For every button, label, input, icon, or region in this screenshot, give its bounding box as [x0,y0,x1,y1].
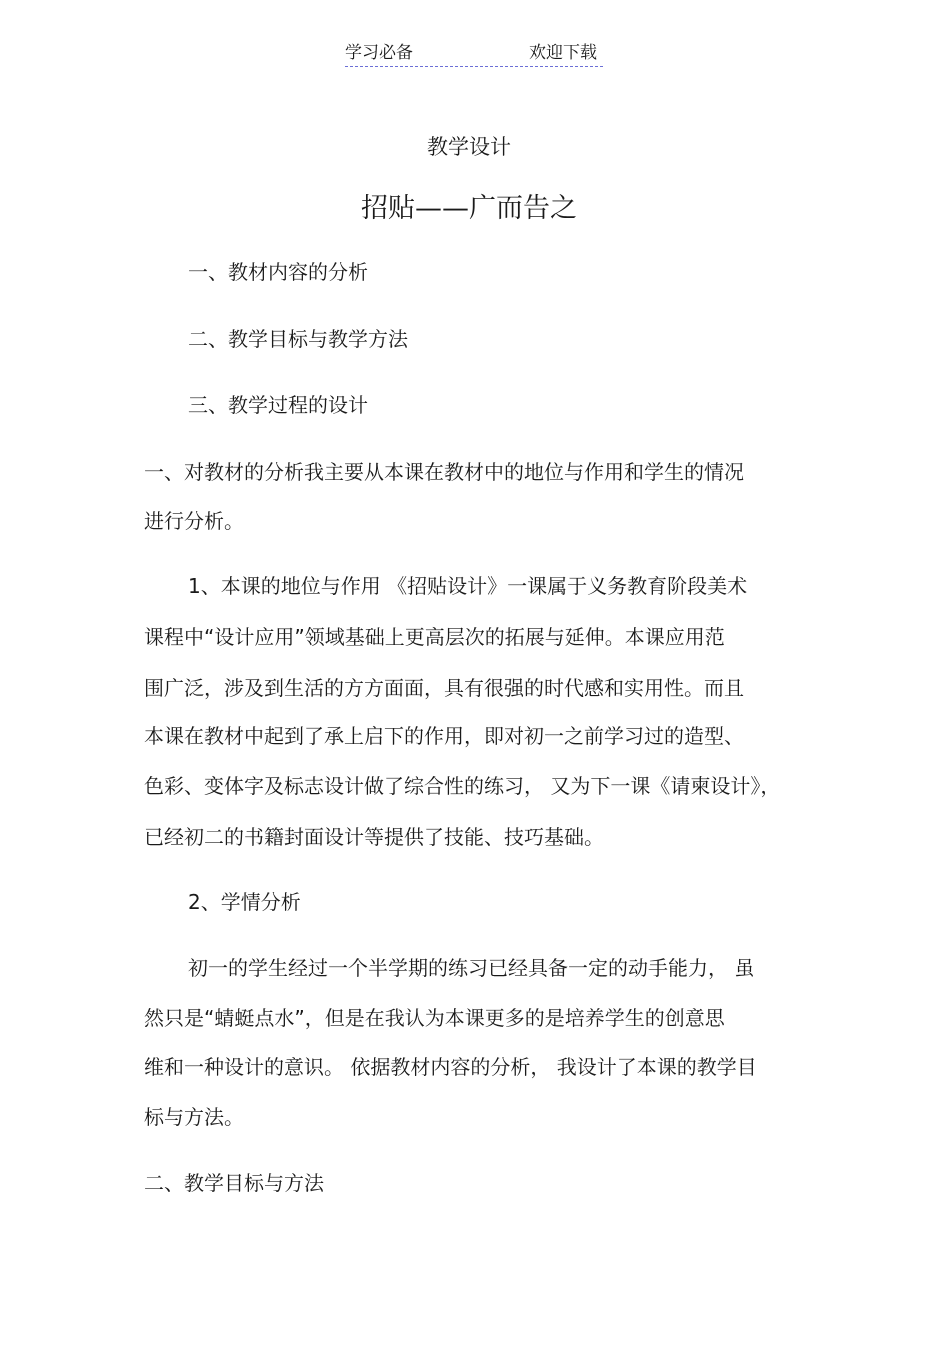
body-line: 初一的学生经过一个半学期的练习已经具备一定的动手能力， 虽 [188,956,755,980]
body-line: 维和一种设计的意识。 依据教材内容的分析， 我设计了本课的教学目 [144,1055,757,1079]
outline-item: 二、教学目标与教学方法 [188,327,408,351]
body-line: 围广泛，涉及到生活的方方面面，具有很强的时代感和实用性。而且 [144,676,744,700]
outline-item: 三、教学过程的设计 [188,393,368,417]
body-line: 标与方法。 [144,1105,244,1129]
body-line: 一、对教材的分析我主要从本课在教材中的地位与作用和学生的情况 [144,460,744,484]
body-line: 然只是“蜻蜓点水”，但是在我认为本课更多的是培养学生的创意思 [144,1006,725,1030]
body-line: 本课在教材中起到了承上启下的作用，即对初一之前学习过的造型、 [144,724,744,748]
body-line: 色彩、变体字及标志设计做了综合性的练习， 又为下一课《请柬设计》， [144,774,781,798]
header-right-text: 欢迎下载 [529,43,597,63]
header-left-text: 学习必备 [345,43,413,63]
document-type: 教学设计 [427,135,511,159]
outline-item: 一、教材内容的分析 [188,260,368,284]
body-line: 已经初二的书籍封面设计等提供了技能、技巧基础。 [144,825,604,849]
body-line: 进行分析。 [144,509,244,533]
page-header [345,42,603,67]
body-line: 课程中“设计应用”领域基础上更高层次的拓展与延伸。本课应用范 [144,625,725,649]
body-line: 1、本课的地位与作用 《招贴设计》一课属于义务教育阶段美术 [188,574,748,598]
subsection-heading: 2、学情分析 [188,890,301,914]
section-heading: 二、教学目标与方法 [144,1171,324,1195]
document-title: 招贴——广而告之 [361,193,577,224]
